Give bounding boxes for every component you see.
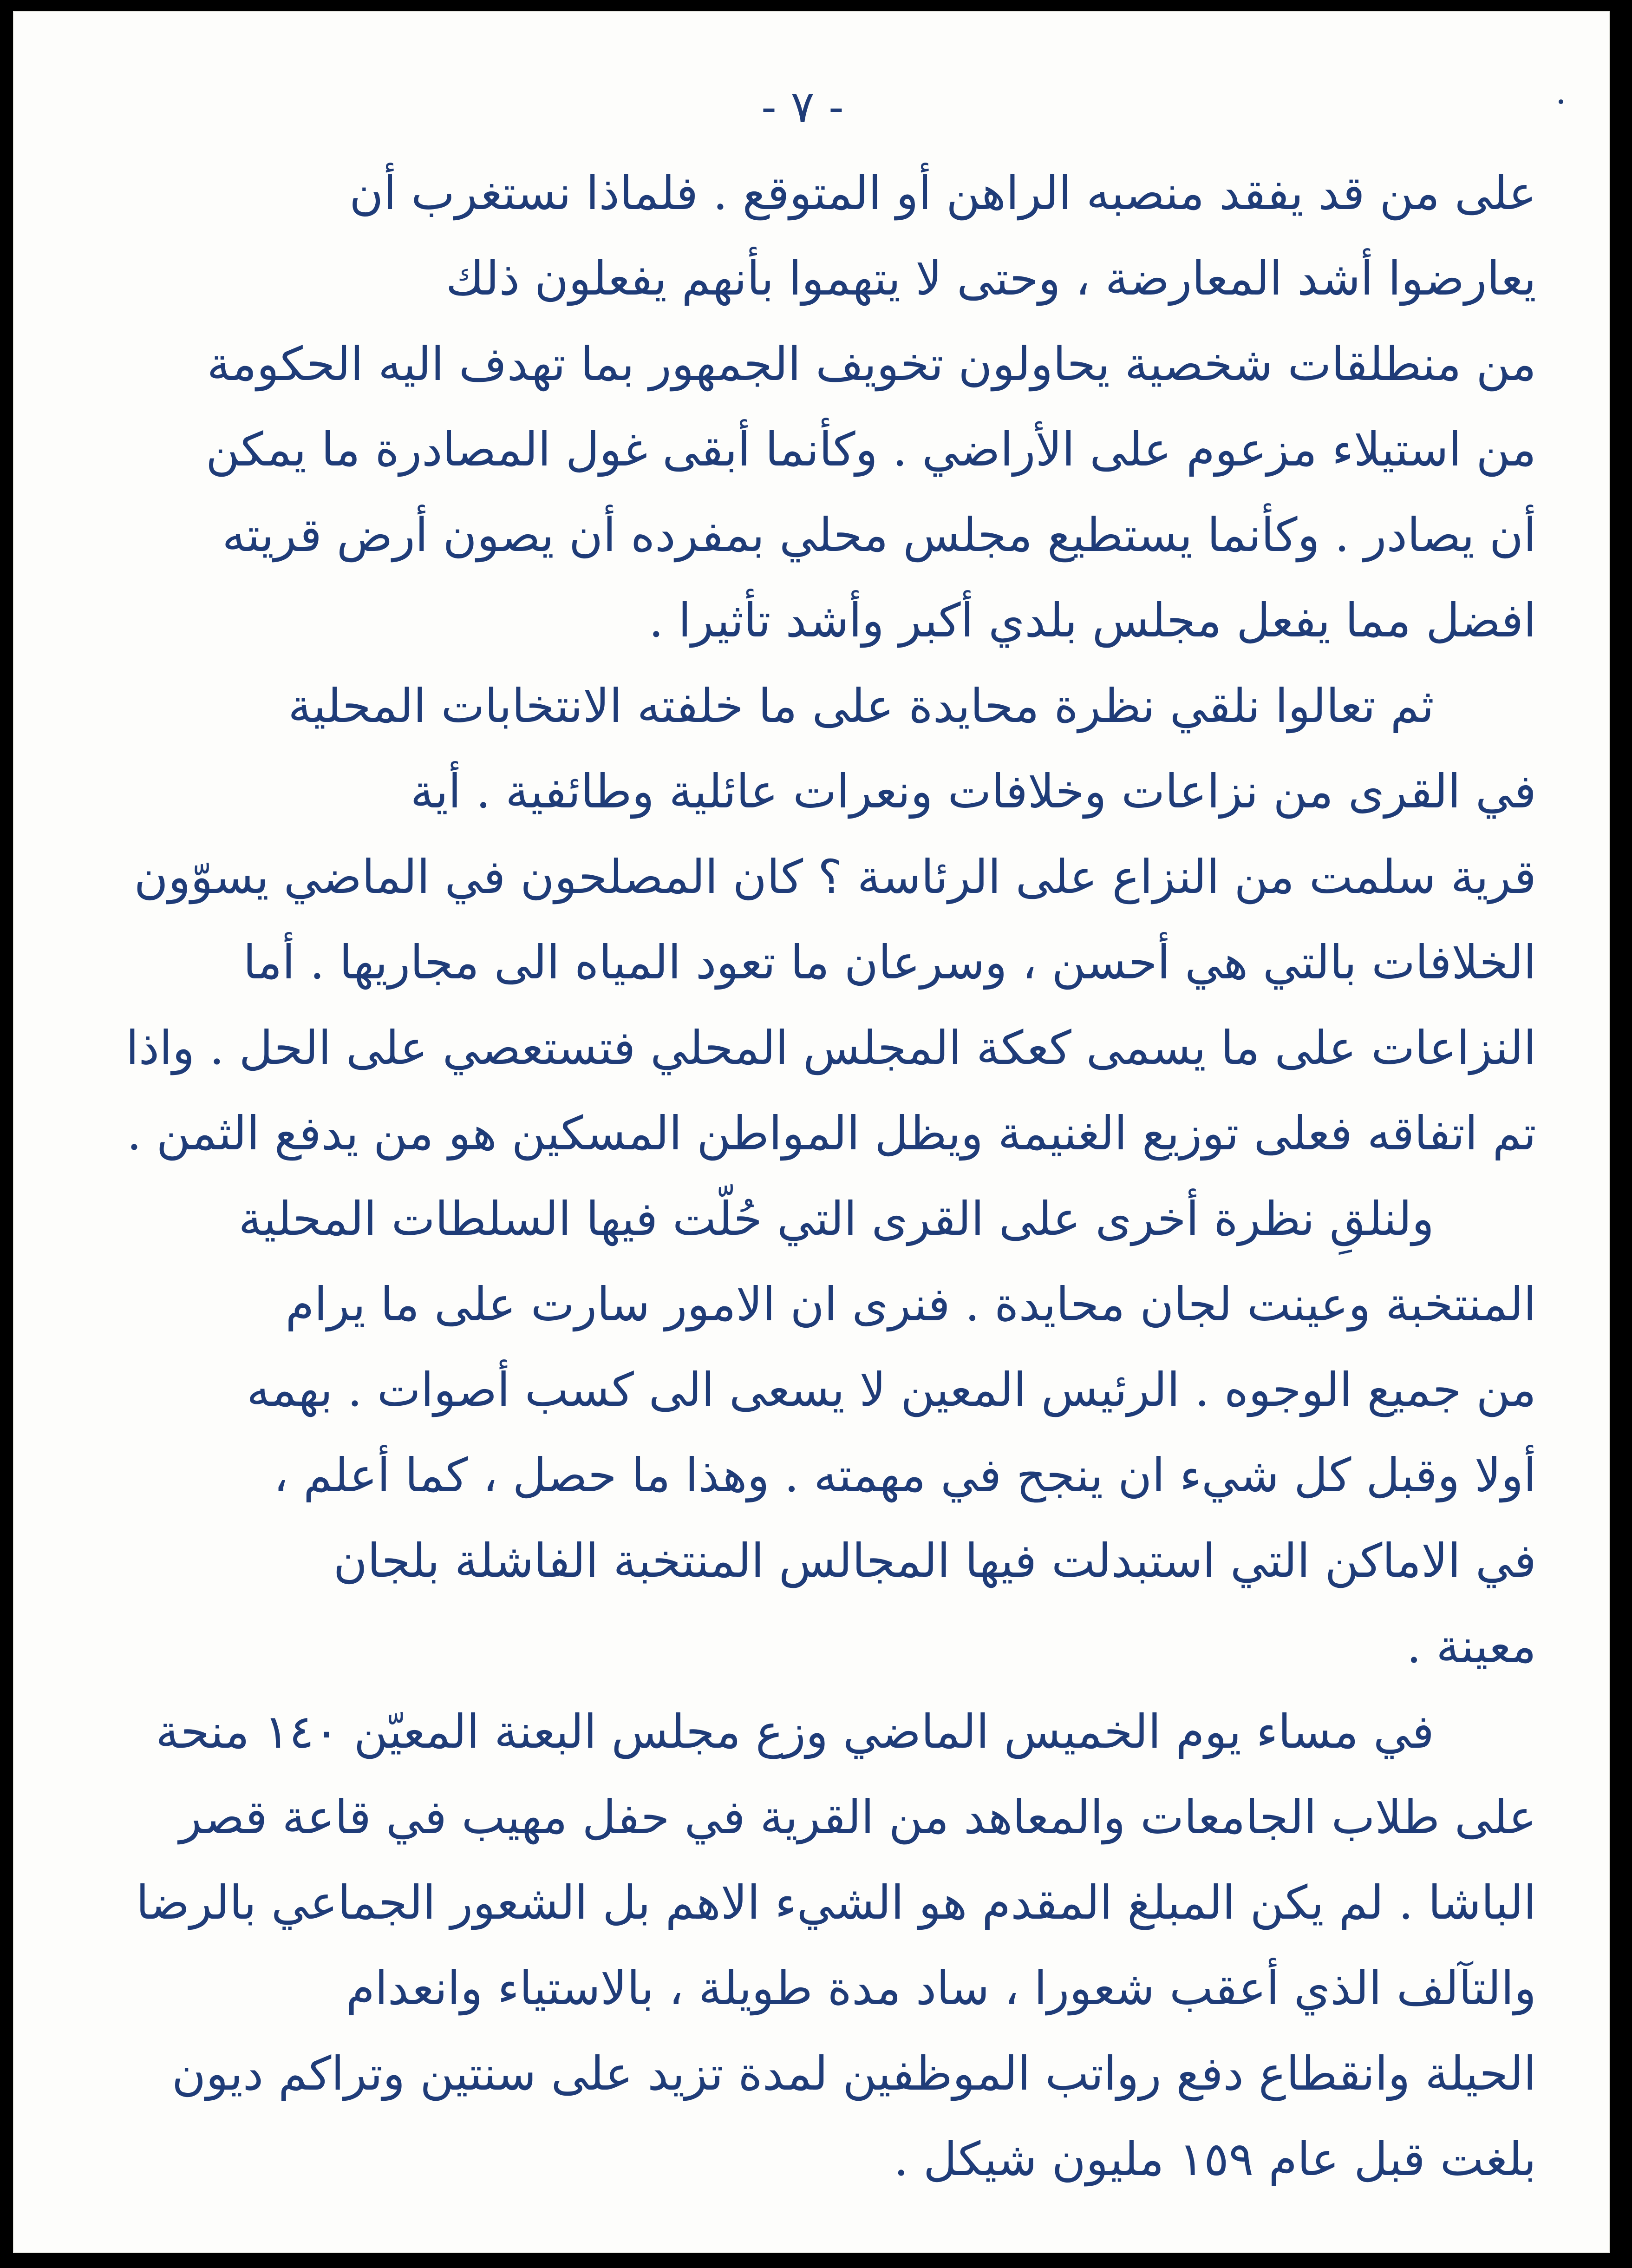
text-line: تم اتفاقه فعلى توزيع الغنيمة ويظل المواطن المسكين هو من يدفع الثمن .	[126, 1106, 1536, 1160]
text-line: يعارضوا أشد المعارضة ، وحتى لا يتهموا بأنهم يفعلون ذلك	[445, 251, 1536, 306]
text-line: المنتخبة وعينت لجان محايدة . فنرى ان الامور سارت على ما يرام	[285, 1277, 1536, 1331]
page-number: - ٧ -	[761, 81, 844, 133]
text-line: على طلاب الجامعات والمعاهد من القرية في حفل مهيب في قاعة قصر	[179, 1790, 1536, 1844]
text-line: قرية سلمت من النزاع على الرئاسة ؟ كان المصلحون في الماضي يسوّون	[134, 850, 1536, 904]
text-line: في القرى من نزاعات وخلافات ونعرات عائلية وطائفية . أية	[410, 764, 1536, 819]
text-line: ثم تعالوا نلقي نظرة محايدة على ما خلفته الانتخابات المحلية	[288, 679, 1434, 733]
text-line: من استيلاء مزعوم على الأراضي . وكأنما أبقى غول المصادرة ما يمكن	[205, 422, 1536, 477]
text-line: والتآلف الذي أعقب شعورا ، ساد مدة طويلة ، بالاستياء وانعدام	[346, 1961, 1536, 2015]
text-line: أن يصادر . وكأنما يستطيع مجلس محلي بمفرده أن يصون أرض قريته	[222, 508, 1536, 562]
text-line: في مساء يوم الخميس الماضي وزع مجلس البعنة المعيّن ١٤٠ منحة	[156, 1704, 1434, 1759]
text-line: على من قد يفقد منصبه الراهن أو المتوقع . فلماذا نستغرب أن	[349, 166, 1536, 220]
text-line: الحيلة وانقطاع دفع رواتب الموظفين لمدة تزيد على سنتين وتراكم ديون	[171, 2046, 1536, 2101]
text-line: النزاعات على ما يسمى كعكة المجلس المحلي فتستعصي على الحل . واذا	[125, 1021, 1536, 1075]
text-line: معينة .	[1406, 1619, 1536, 1673]
text-line: افضل مما يفعل مجلس بلدي أكبر وأشد تأثيرا .	[648, 593, 1536, 648]
text-line: أولا وقبل كل شيء ان ينجح في مهمته . وهذا ما حصل ، كما أعلم ،	[273, 1448, 1536, 1502]
handwritten-page	[13, 11, 1610, 2253]
text-line: ولنلقِ نظرة أخرى على القرى التي حُلّت فيها السلطات المحلية	[238, 1192, 1434, 1246]
text-body	[106, 151, 1536, 2202]
text-line: من جميع الوجوه . الرئيس المعين لا يسعى الى كسب أصوات . بهمه	[247, 1363, 1536, 1417]
text-line: الباشا . لم يكن المبلغ المقدم هو الشيء الاهم بل الشعور الجماعي بالرضا	[136, 1875, 1536, 1930]
text-line: في الاماكن التي استبدلت فيها المجالس المنتخبة الفاشلة بلجان	[333, 1534, 1536, 1588]
text-line: الخلافات بالتي هي أحسن ، وسرعان ما تعود المياه الى مجاريها . أما	[243, 935, 1536, 990]
ink-dot	[1559, 99, 1563, 104]
text-line: بلغت قبل عام ١٥٩ مليون شيكل .	[894, 2132, 1536, 2186]
text-line: من منطلقات شخصية يحاولون تخويف الجمهور بما تهدف اليه الحكومة	[207, 337, 1536, 391]
